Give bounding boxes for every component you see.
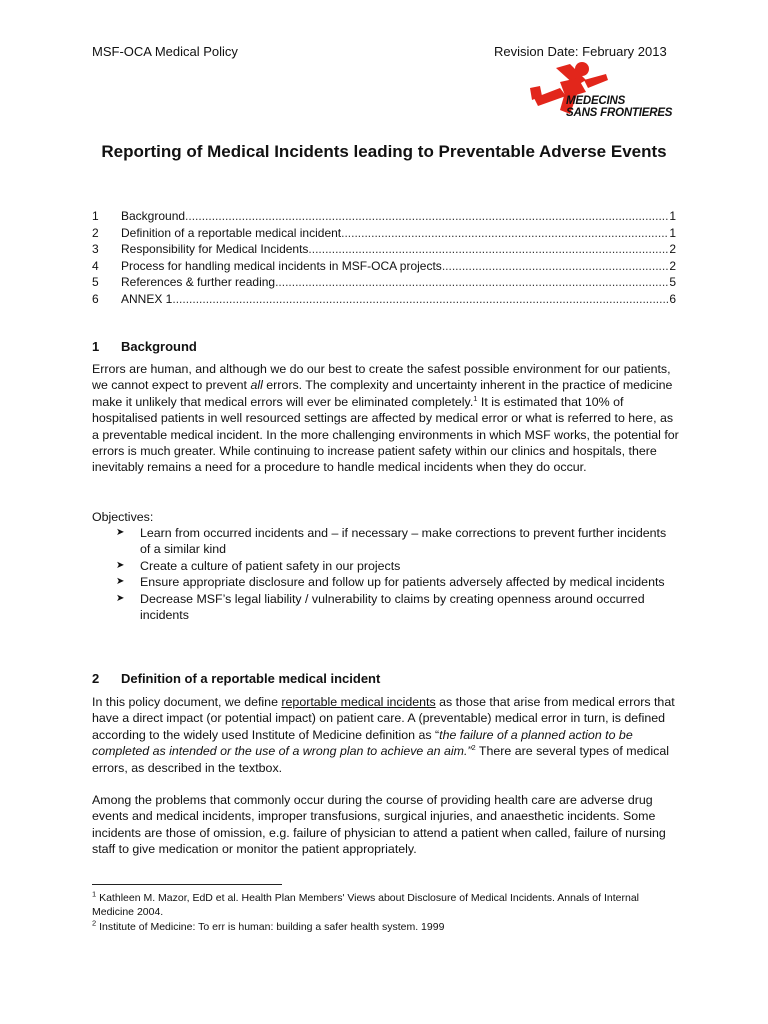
list-item-text: Learn from occurred incidents and – if necessary – make corrections to prevent further incidents of a similar kind [140,526,667,557]
toc-entry[interactable] [92,274,676,291]
arrow-bullet-icon: ➤ [116,592,125,604]
toc-page-number: 5 [669,275,676,290]
objectives-label: Objectives: [92,510,154,524]
footnote-ref[interactable]: 1 [473,393,478,403]
toc-entry[interactable] [92,208,676,225]
toc-page-number: 2 [669,258,676,273]
section-title: Background [121,339,197,354]
footnote [92,891,680,919]
msf-logo [526,58,676,124]
toc-number: 1 [92,209,99,223]
toc-label: Definition of a reportable medical incident [121,225,342,240]
arrow-bullet-icon: ➤ [116,527,125,538]
header-left: MSF-OCA Medical Policy [92,44,238,59]
toc-leader [275,274,668,291]
toc-label: References & further reading [121,275,276,290]
table-of-contents [92,208,676,308]
problems-paragraph: Among the problems that commonly occur during the course of providing health care are adverse drug events and medical incidents, improper transfusions, surgical injuries, and anaesthetic incidents. Some incidents are those of omission, e.g. failure of physician to attend a patient when called, failure of nursing staff to give medication or monitor the patient appropriately. [92,793,666,857]
logo-wordmark [566,95,672,119]
list-item [116,574,676,590]
list-item-text: Decrease MSF’s legal liability / vulnerability to claims by creating openness around occurred incidents [140,591,645,623]
footnote-text: Institute of Medicine: To err is human: building a safer health system. 1999 [96,921,445,933]
text-run: errors. The complexity and uncertainty inherent in the practice of medicine make it unlikely that medical errors will ever be eliminated completely. [92,378,673,409]
toc-entry[interactable] [92,291,676,308]
toc-page-number: 1 [669,225,676,240]
footnote-number: 1 [92,889,97,899]
footnote-text: Kathleen M. Mazor, EdD et al. Health Plan Members' Views about Disclosure of Medical Incidents. Annals of Internal Medicine 2004. [92,892,640,918]
list-item-text: Create a culture of patient safety in our projects [140,558,401,573]
toc-leader [172,291,668,308]
footnote-number: 2 [92,918,97,928]
toc-label: Process for handling medical incidents in MSF-OCA projects [121,258,442,273]
toc-label: Responsibility for Medical Incidents [121,242,309,257]
footnote-separator [92,884,282,885]
text-run: In this policy document, we define [92,695,282,709]
document-title: Reporting of Medical Incidents leading to Preventable Adverse Events [101,142,667,161]
toc-leader [341,225,668,242]
text-run: as those that arise from medical errors that have a direct impact (or potential impact) on patient care. A (preventable) medical error in turn, is defined according to the widely used Institute of Medicine definition as “ [92,695,675,742]
section-title: Definition of a reportable medical incident [121,671,381,686]
text-run-underlined: reportable medical incidents [281,695,436,709]
list-item-text: Ensure appropriate disclosure and follow up for patients adversely affected by medical incidents [140,575,665,590]
toc-leader [185,208,668,225]
text-run: There are several types of medical errors, as described in the textbox. [92,744,669,775]
text-run: Errors are human, and although we do our best to create the safest possible environment for our patients, we cannot expect to prevent [92,362,671,393]
toc-entry[interactable] [92,241,676,258]
logo-line-1: MEDECINS [566,95,626,107]
list-item [116,525,676,558]
background-paragraph [92,361,680,476]
text-run-italic: all [250,378,263,393]
toc-page-number: 6 [669,291,676,306]
logo-line-2: SANS FRONTIERES [566,107,673,119]
toc-label: ANNEX 1 [121,291,173,306]
toc-number: 4 [92,258,99,273]
arrow-bullet-icon: ➤ [116,576,125,588]
objectives-list [116,525,676,623]
toc-number: 6 [92,291,99,306]
section-heading-definition [92,671,380,686]
arrow-bullet-icon: ➤ [116,559,125,571]
section-heading-background [92,339,197,354]
footnote-ref[interactable]: 2 [471,743,476,753]
toc-page-number: 1 [669,209,676,223]
footnote [92,920,680,934]
text-run: It is estimated that 10% of hospitalised patients in well resourced settings are affected by medical error or what is referred to here, as a preventable medical incident. In the more challenging environments in which MSF works, the potential for errors is much greater. While continuing to increase patient safety within our clinics and hospitals, there inevitably remains a need for a procedure to handle medical incidents when they do occur. [92,394,679,475]
header-right: Revision Date: February 2013 [494,44,667,59]
section-number: 1 [92,339,100,354]
toc-leader [442,258,669,275]
toc-number: 2 [92,225,99,240]
text-run-italic: the failure of a planned action to be completed as intended or the use of a wrong plan to achieve an aim.” [92,727,633,759]
toc-number: 5 [92,275,99,290]
toc-entry[interactable] [92,258,676,275]
section-number: 2 [92,671,100,686]
toc-leader [308,241,668,258]
toc-entry[interactable] [92,225,676,242]
list-item [116,558,676,574]
list-item [116,591,676,624]
toc-label: Background [121,209,186,223]
toc-page-number: 2 [669,242,676,257]
definition-paragraph [92,694,680,776]
toc-number: 3 [92,242,99,257]
